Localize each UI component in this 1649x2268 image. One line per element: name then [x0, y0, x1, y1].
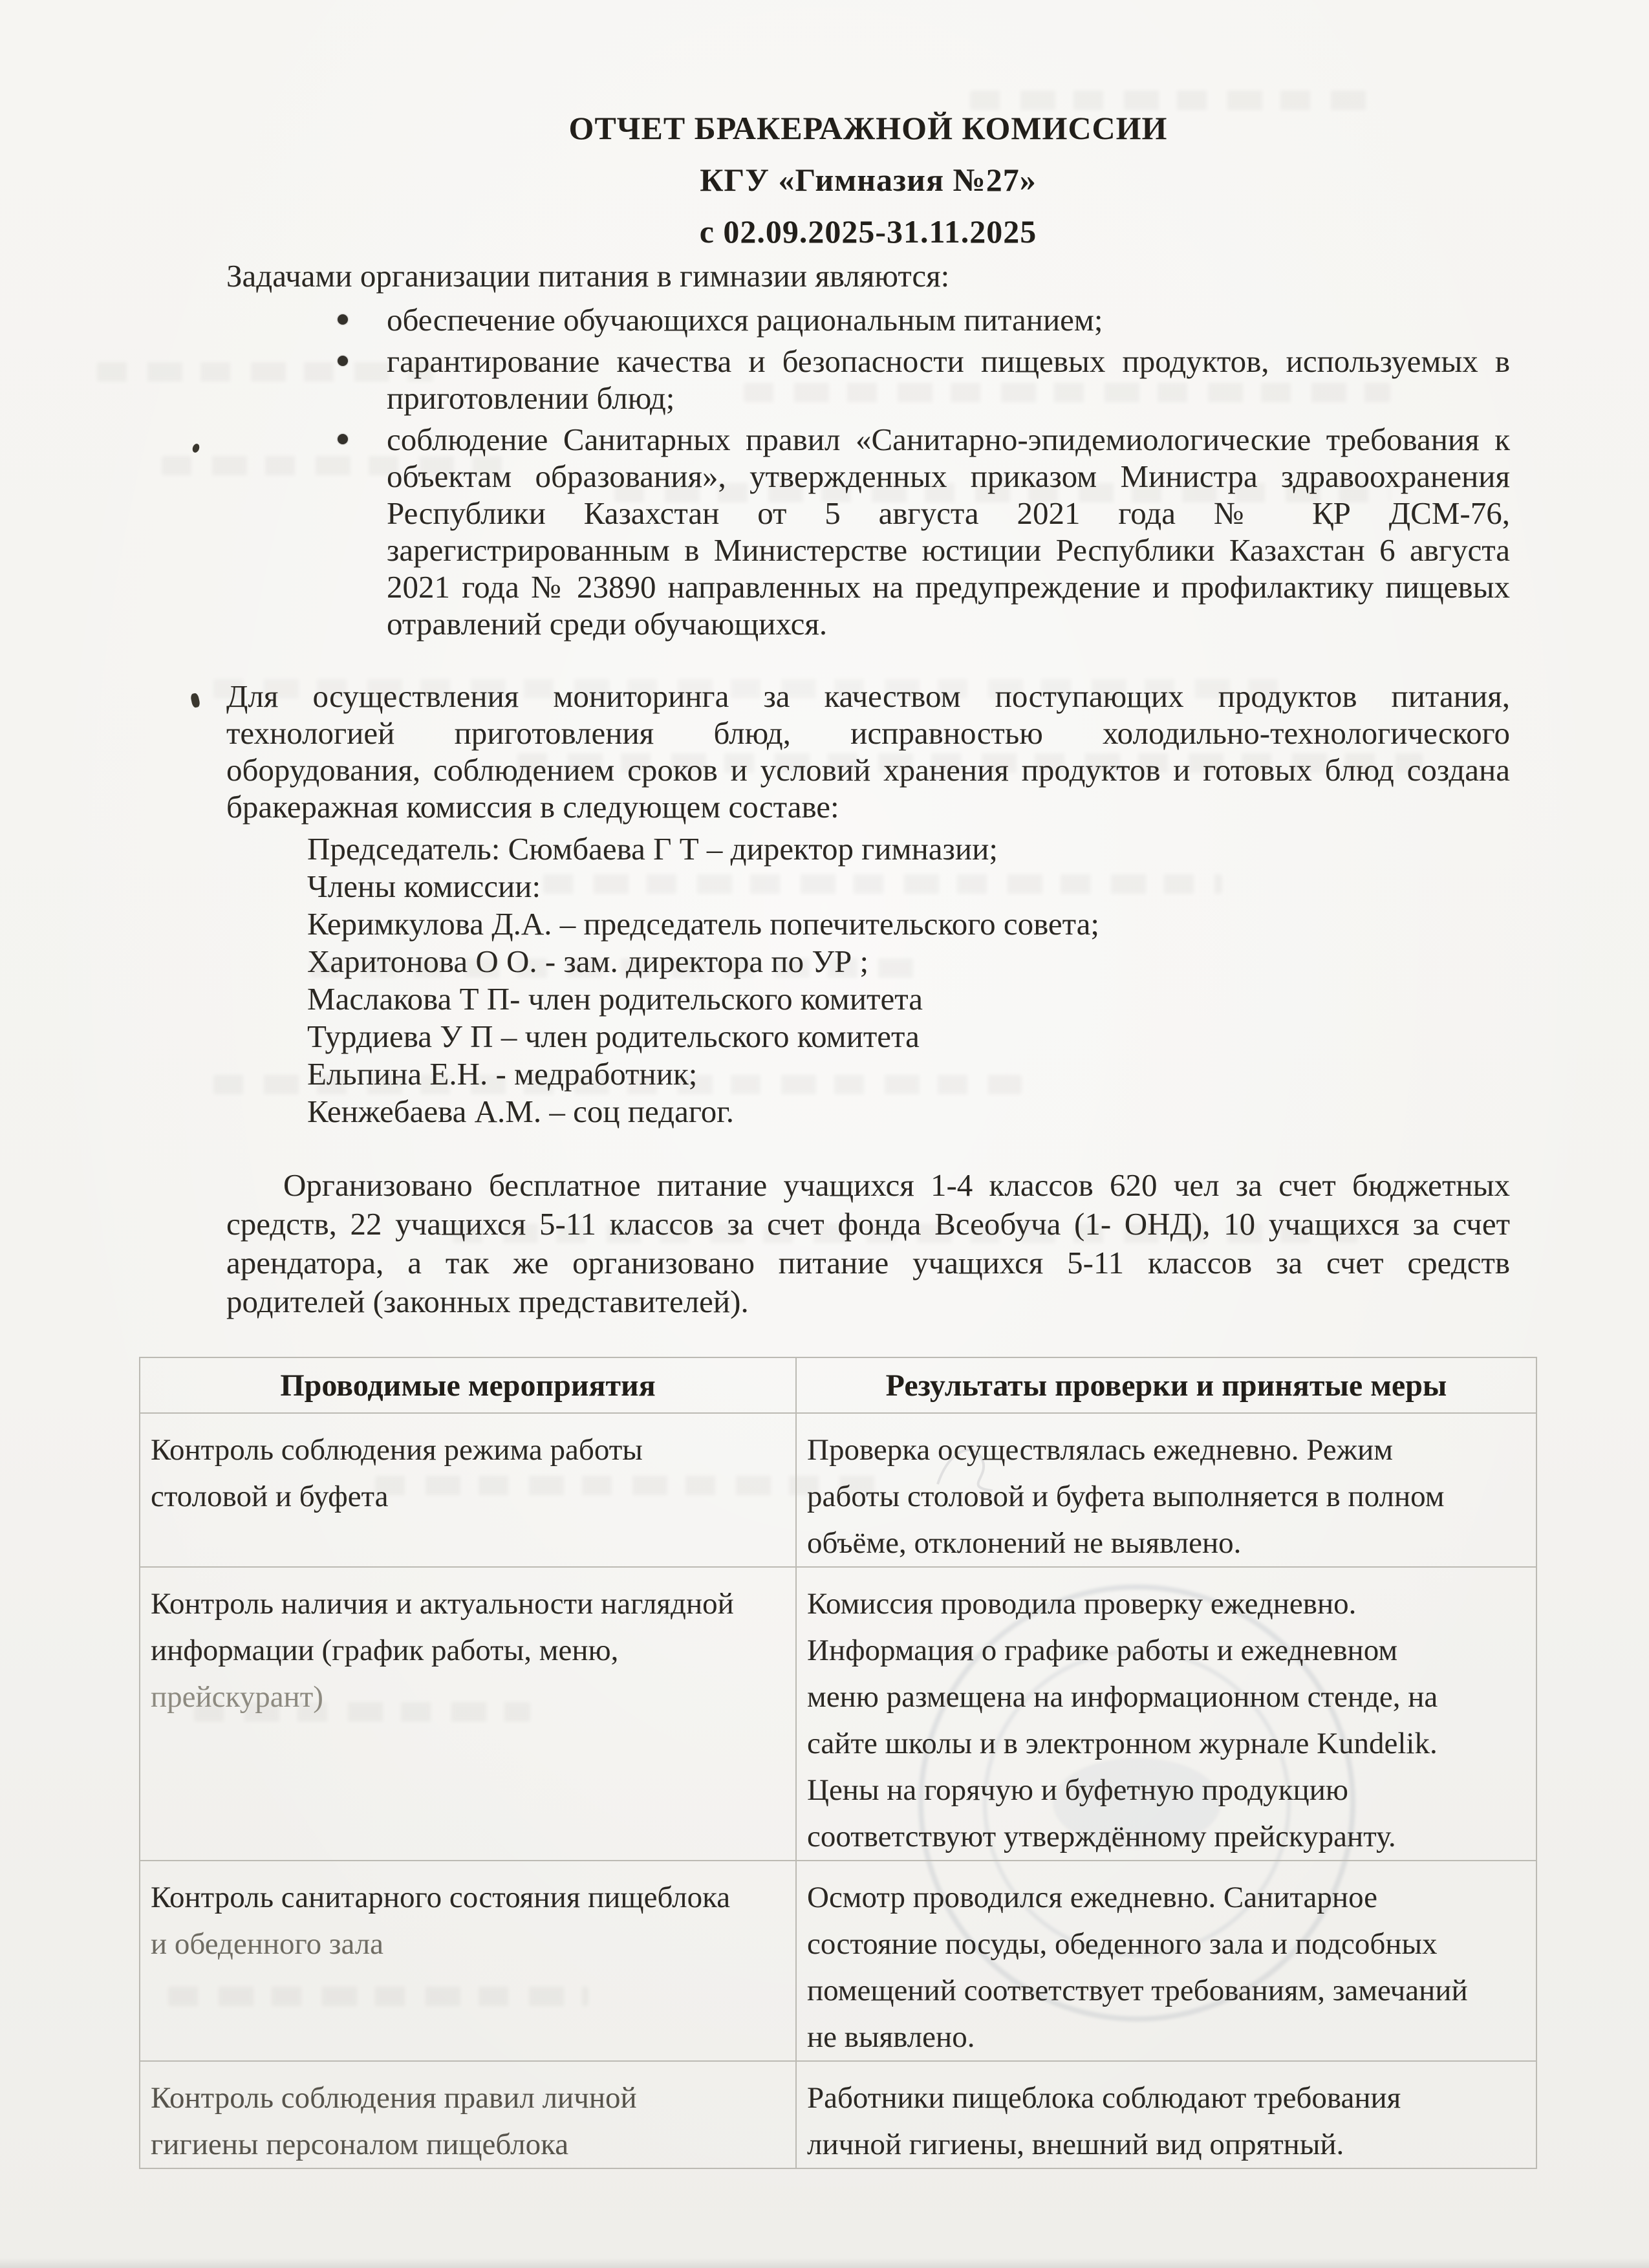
bullet-item: обеспечение обучающихся рациональным питанием; [226, 301, 1510, 338]
bullet-item: соблюдение Санитарных правил «Санитарно-эпидемиологические требования к объектам образования», утвержденных приказом Министра здравоохранения Республики Казахстан от 5 августа 2021 года № ҚР ДСМ-76, зарегистрированным в Министерстве юстиции Республики Казахстан 6 августа 2021 года № 23890 направленных на предупреждение и профилактику пищевых отравлений среди обучающихся. [226, 421, 1510, 642]
column-header-activities: Проводимые мероприятия [140, 1357, 796, 1413]
member-line: Члены комиссии: [307, 869, 541, 904]
activity-cell: Контроль соблюдения правил личной гигиены персоналом пищеблока [140, 2061, 796, 2168]
activity-cell: Контроль санитарного состояния пищеблока и обеденного зала [140, 1861, 796, 2061]
inspection-results-table [139, 1357, 1537, 2169]
result-cell: Комиссия проводила проверку ежедневно. Информация о графике работы и ежедневном меню размещена на информационном стенде, на сайте школы и в электронном журнале Kundelik. Цены на горячую и буфетную продукцию соответствуют утверждённому прейскуранту. [796, 1567, 1536, 1861]
activity-cell: Контроль наличия и актуальности наглядной информации (график работы, меню, прейскурант) [140, 1567, 796, 1861]
bullet-icon [338, 356, 348, 366]
bullet-item: гарантирование качества и безопасности пищевых продуктов, используемых в приготовлении блюд; [226, 343, 1510, 416]
table-header-row [140, 1357, 1536, 1413]
result-cell: Осмотр проводился ежедневно. Санитарное состояние посуды, обеденного зала и подсобных помещений соответствует требованиям, замечаний не выявлено. [796, 1861, 1536, 2061]
bullet-icon [338, 314, 348, 325]
member-line: Кенжебаева А.М. – соц педагог. [307, 1094, 735, 1129]
column-header-results: Результаты проверки и принятые меры [796, 1357, 1536, 1413]
result-cell: Проверка осуществлялась ежедневно. Режим работы столовой и буфета выполняется в полном объёме, отклонений не выявлено. [796, 1413, 1536, 1567]
funding-paragraph: Организовано бесплатное питание учащихся 1-4 классов 620 чел за счет бюджетных средств, 22 учащихся 5-11 классов за счет фонда Всеобуча (1- ОНД), 10 учащихся за счет арендатора, а так же организовано питание учащихся 5-11 классов за счет средств родителей (законных представителей). [226, 1167, 1510, 1319]
commission-members-list [226, 830, 1510, 1130]
member-line: Председатель: Сюмбаева Г Т – директор гимназии; [307, 831, 998, 867]
table-row [140, 1861, 1536, 2061]
member-line: Маслакова Т П- член родительского комитета [307, 981, 923, 1017]
table-row [140, 2061, 1536, 2168]
report-title: ОТЧЕТ БРАКЕРАЖНОЙ КОМИССИИ [568, 110, 1168, 146]
ink-speck [190, 693, 200, 708]
document-title-block [226, 102, 1510, 257]
table-row [140, 1567, 1536, 1861]
bullet-icon [338, 434, 348, 444]
member-line: Харитонова О О. - зам. директора по УР ; [307, 944, 869, 979]
organization-name: КГУ «Гимназия №27» [700, 162, 1037, 198]
report-period: с 02.09.2025-31.11.2025 [699, 213, 1037, 250]
activity-cell: Контроль соблюдения режима работы столовой и буфета [140, 1413, 796, 1567]
member-line: Турдиева У П – член родительского комитета [307, 1019, 920, 1054]
tasks-bullet-list [226, 301, 1510, 647]
table-row [140, 1413, 1536, 1567]
result-cell: Работники пищеблока соблюдают требования личной гигиены, внешний вид опрятный. [796, 2061, 1536, 2168]
ink-speck [191, 443, 200, 454]
monitoring-paragraph: Для осуществления мониторинга за качеством поступающих продуктов питания, технологией приготовления блюд, исправностью холодильно-технологического оборудования, соблюдением сроков и условий хранения продуктов и готовых блюд создана бракеражная комиссия в следующем составе: [226, 678, 1510, 825]
member-line: Керимкулова Д.А. – председатель попечительского совета; [307, 906, 1100, 942]
tasks-lead-paragraph: Задачами организации питания в гимназии являются: [226, 258, 950, 294]
member-line: Ельпина Е.Н. - медработник; [307, 1056, 698, 1092]
